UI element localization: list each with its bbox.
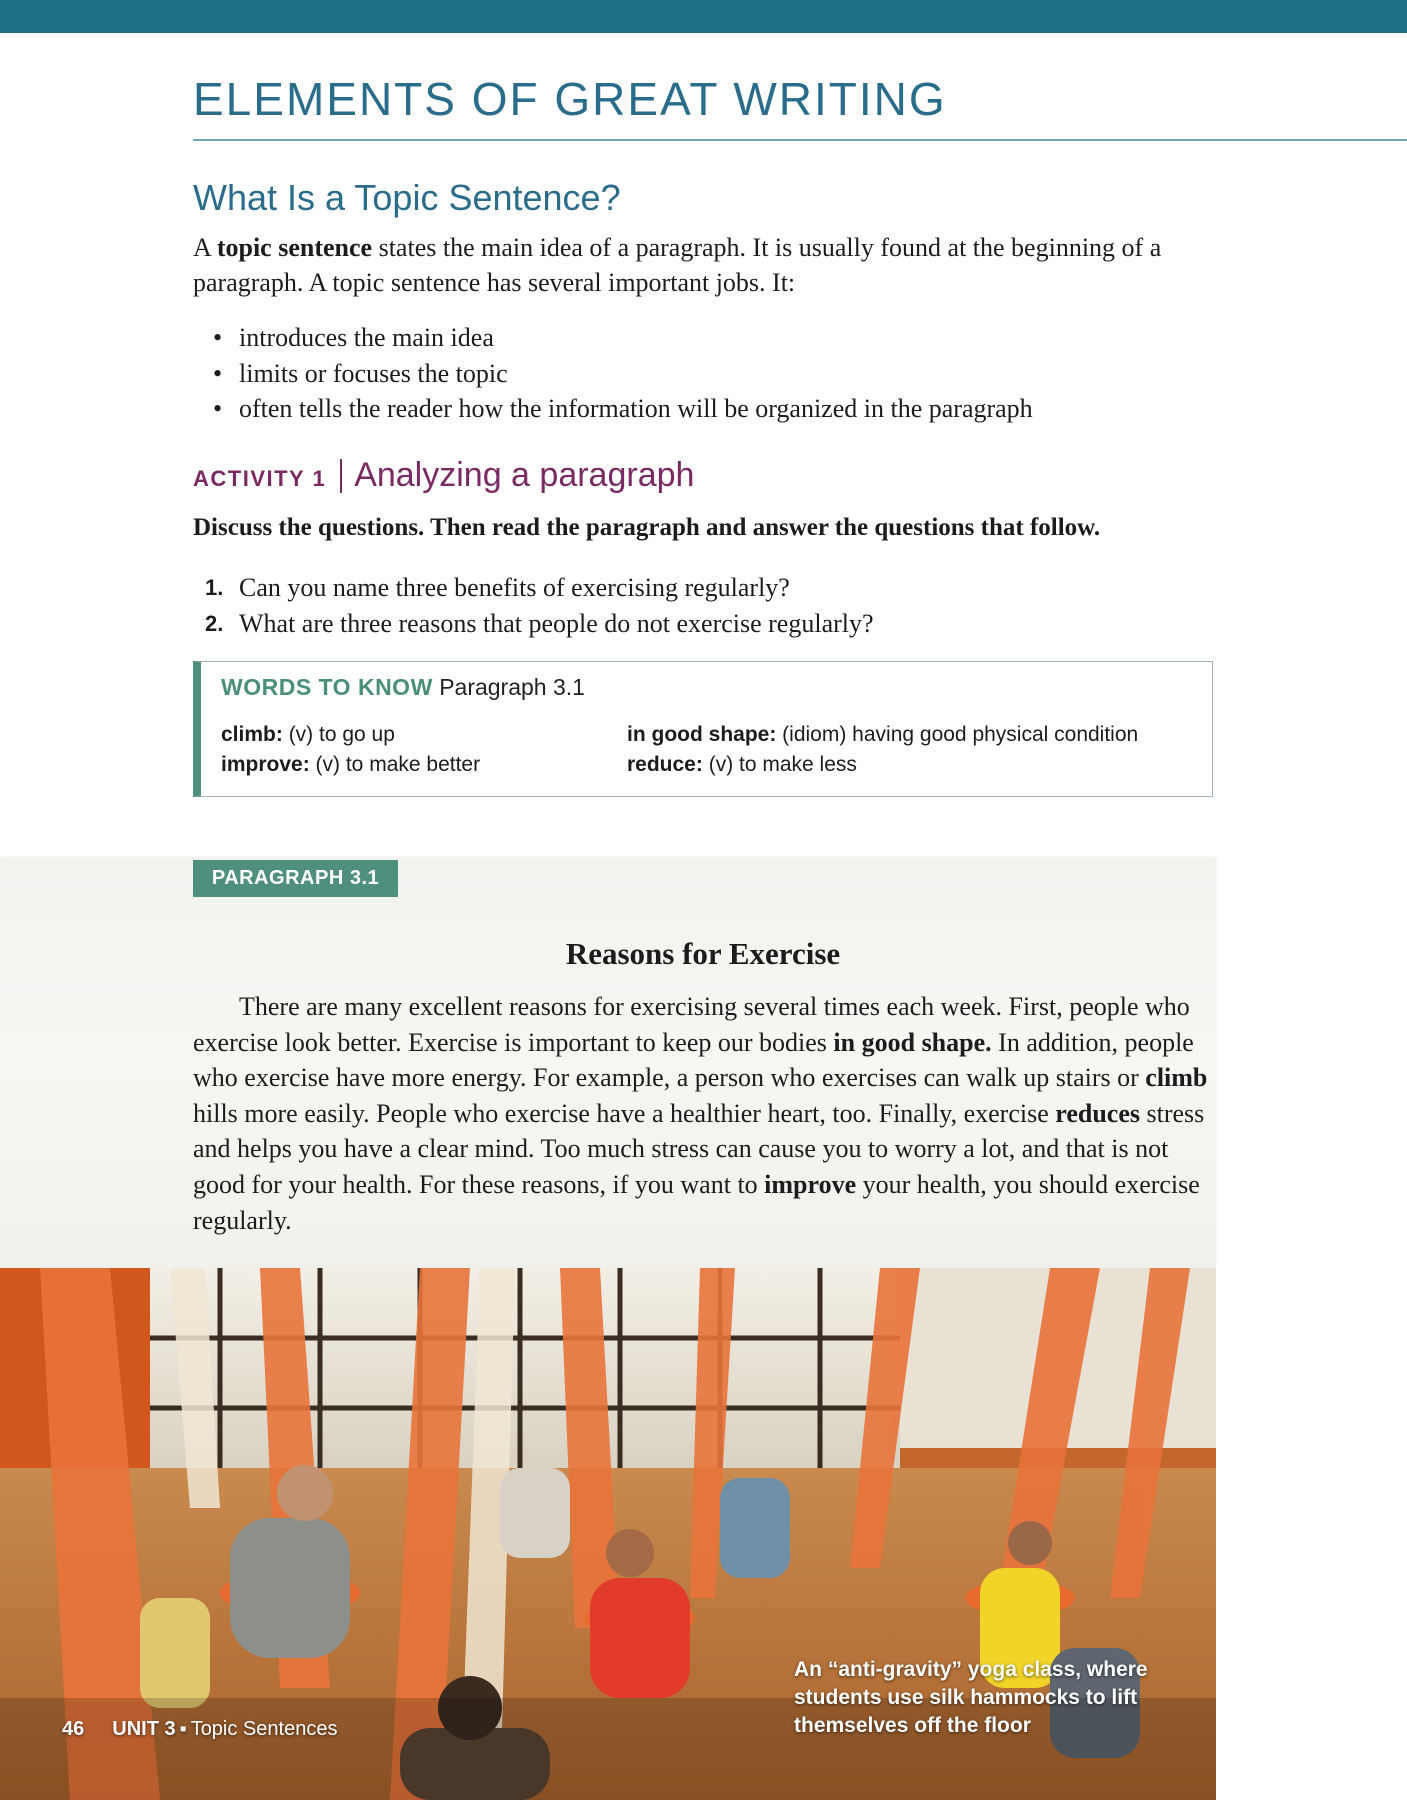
list-item: • introduces the main idea — [213, 323, 494, 352]
paragraph-body: There are many excellent reasons for exercising several times each week. First, people who exercise look better. Exercise is important to keep our bodies in good shape. In addition, people who exercise have more energy. For example, a person who exercises can walk up stairs or climb hills more easily. People who exercise have a healthier heart, too. Finally, exercise reduces stress and helps you have a clear mind. Too much stress can cause you to worry a lot, and that is not good for your health. For these reasons, if you want to improve your health, you should exercise regularly. — [193, 992, 1208, 1235]
question-item: 1. Can you name three benefits of exercising regularly? — [205, 573, 790, 602]
vocab-item: climb: (v) to go up — [221, 723, 395, 746]
unit-label: UNIT 3 — [112, 1718, 176, 1740]
vocab-item: reduce: (v) to make less — [627, 753, 857, 776]
unit-title: Topic Sentences — [190, 1718, 338, 1740]
vocab-item: in good shape: (idiom) having good physical condition — [627, 723, 1139, 746]
question-item: 2. What are three reasons that people do not exercise regularly? — [205, 609, 874, 638]
top-color-bar — [0, 0, 1407, 33]
activity-heading — [193, 456, 694, 495]
vocab-column-left — [221, 720, 480, 780]
yoga-class-photo — [0, 1268, 1216, 1800]
list-item: • limits or focuses the topic — [213, 358, 508, 388]
header-rule — [193, 139, 1407, 141]
activity-label: ACTIVITY 1 — [193, 466, 327, 491]
section-header: ELEMENTS OF GREAT WRITING — [193, 73, 947, 125]
page-number: 46 — [62, 1718, 85, 1740]
intro-paragraph: A topic sentence states the main idea of a paragraph. It is usually found at the beginning of a paragraph. A topic sentence has several important jobs. It: — [193, 233, 1162, 297]
bullet-list — [213, 320, 1033, 427]
topic-sentence-term: topic sentence — [216, 233, 373, 262]
vocab-column-right — [627, 720, 1138, 780]
activity-title: Analyzing a paragraph — [354, 456, 695, 494]
photo-caption: An “anti-gravity” yoga class, where students use silk hammocks to lift themselves off the floor — [794, 1658, 1148, 1737]
words-to-know-title: WORDS TO KNOW Paragraph 3.1 — [221, 674, 585, 700]
activity-divider — [340, 459, 342, 493]
question-list — [205, 570, 874, 642]
words-to-know-box — [193, 661, 1213, 797]
topic-heading: What Is a Topic Sentence? — [193, 177, 621, 218]
paragraph-tag: PARAGRAPH 3.1 — [193, 860, 398, 897]
activity-instructions: Discuss the questions. Then read the paragraph and answer the questions that follow. — [193, 514, 1101, 541]
paragraph-title: Reasons for Exercise — [565, 936, 841, 971]
list-item: • often tells the reader how the information will be organized in the paragraph — [213, 394, 1033, 423]
page-footer: 46 UNIT 3 ▪ Topic Sentences — [62, 1718, 338, 1740]
vocab-item: improve: (v) to make better — [221, 753, 481, 776]
